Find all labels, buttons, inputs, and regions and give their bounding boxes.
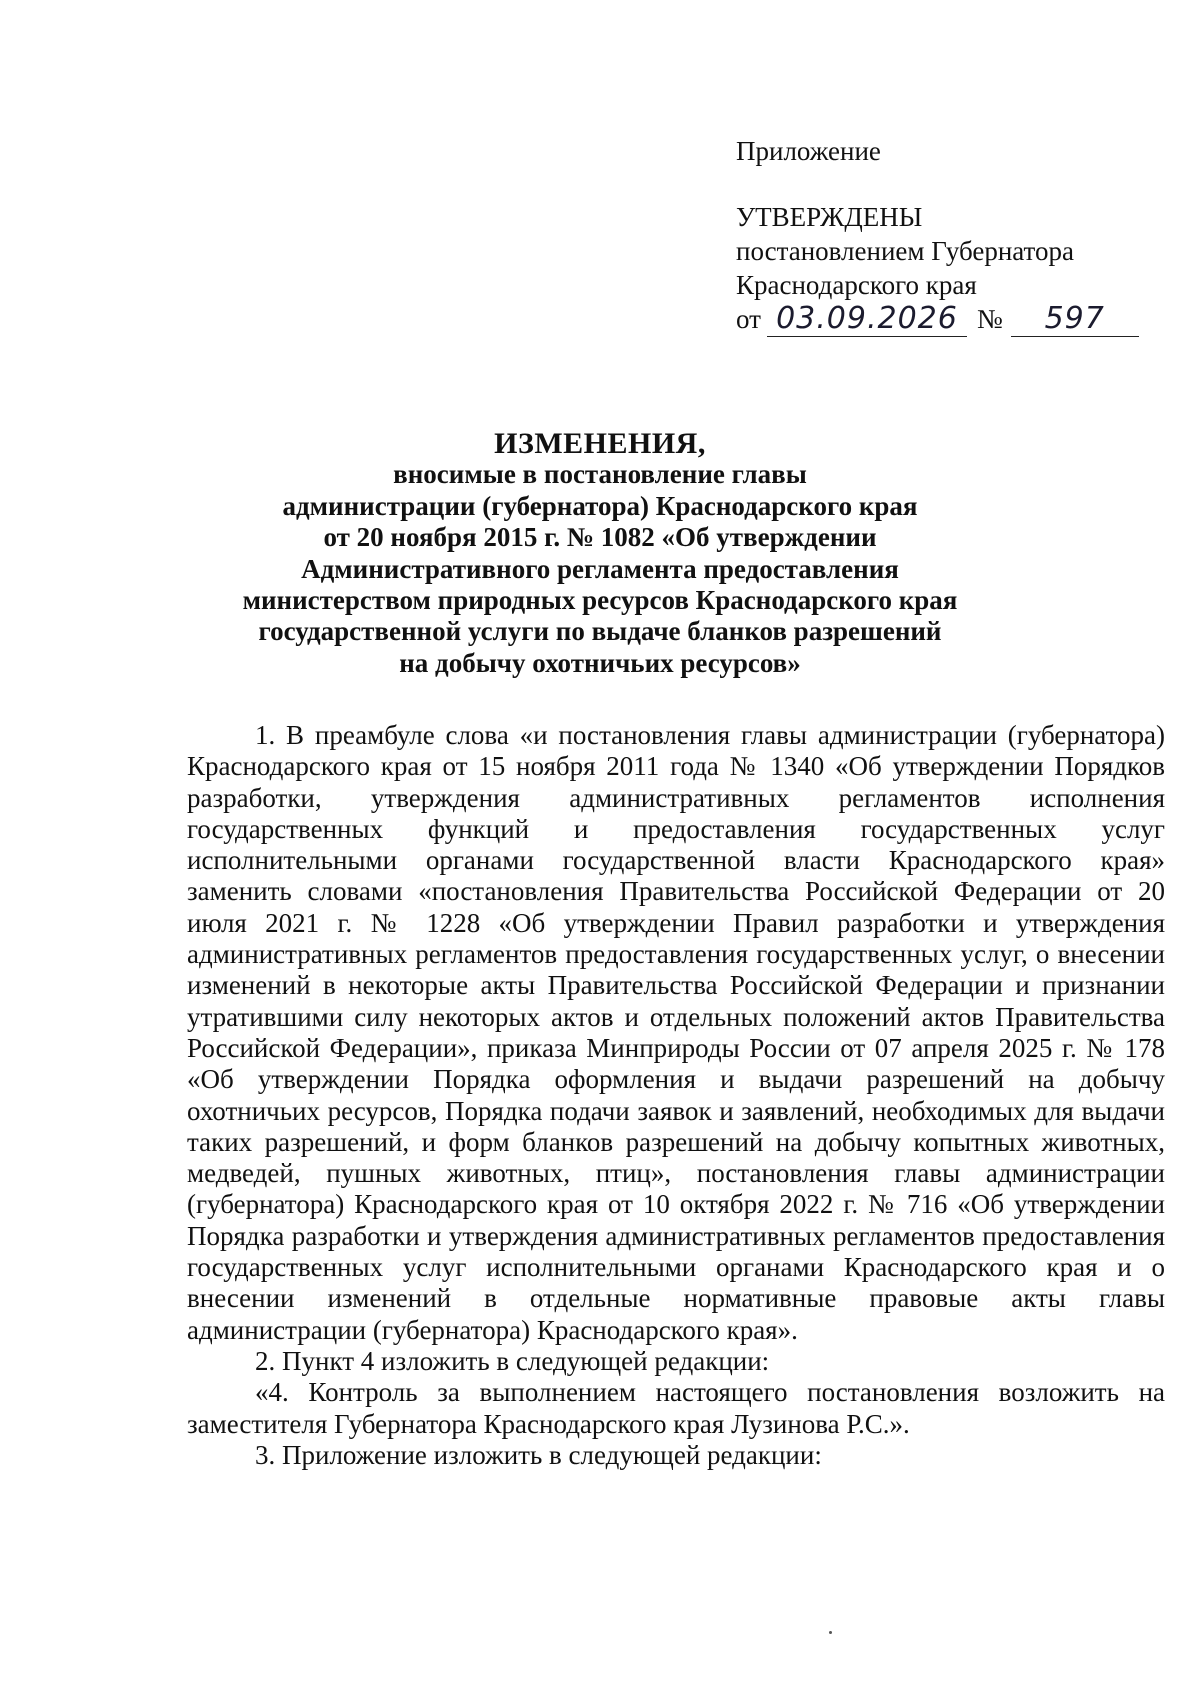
- title-line: министерством природных ресурсов Краснодарского края: [242, 585, 958, 616]
- title-line: Административного регламента предоставления: [301, 553, 899, 584]
- title-line: на добычу охотничьих ресурсов»: [399, 647, 801, 678]
- title-line: администрации (губернатора) Краснодарского края: [282, 490, 918, 521]
- number-label: №: [976, 304, 1003, 334]
- approved-by-line-2: Краснодарского края: [736, 270, 977, 300]
- handwritten-date: 03.09.2026: [767, 302, 967, 337]
- paragraph-3: 3. Приложение изложить в следующей редакции:: [255, 1439, 822, 1470]
- approved-label: УТВЕРЖДЕНЫ: [736, 202, 923, 232]
- approval-block: [736, 134, 1139, 337]
- title-line: государственной услуги по выдаче бланков разрешений: [258, 616, 942, 647]
- title-main: ИЗМЕНЕНИЯ,: [494, 427, 706, 460]
- appendix-label: Приложение: [736, 136, 881, 166]
- from-label: от: [736, 304, 761, 334]
- document-title: [0, 428, 1200, 679]
- approved-by-line-1: постановлением Губернатора: [736, 236, 1074, 266]
- paragraph-2-quote: «4. Контроль за выполнением настоящего постановления возложить на заместителя Губернатора Краснодарского края Лузинова Р.С.».: [187, 1377, 1165, 1439]
- handwritten-number: 597: [1011, 302, 1139, 337]
- title-line: от 20 ноября 2015 г. № 1082 «Об утверждении: [323, 522, 877, 553]
- paragraph-1: 1. В преамбуле слова «и постановления главы администрации (губернатора) Краснодарского края от 15 ноября 2011 года № 1340 «Об утверждении Порядков разработки, утверждения административных регламентов исполнения государственных функций и предоставления государственных услуг исполнительными органами государственной власти Краснодарского края» заменить словами «постановления Правительства Российской Федерации от 20 июля 2021 г. № 1228 «Об утверждении Правил разработки и утверждения административных регламентов предоставления государственных услуг, о внесении изменений в некоторые акты Правительства Российской Федерации и признании утратившими силу некоторых актов и отдельных положений актов Правительства Российской Федерации», приказа Минприроды России от 07 апреля 2025 г. № 178 «Об утверждении Порядка оформления и выдачи разрешений на добычу охотничьих ресурсов, Порядка подачи заявок и заявлений, необходимых для выдачи таких разрешений, и форм бланков разрешений на добычу копытных животных, медведей, пушных животных, птиц», постановления главы администрации (губернатора) Краснодарского края от 10 октября 2022 г. № 716 «Об утверждении Порядка разработки и утверждения административных регламентов предоставления государственных услуг исполнительными органами Краснодарского края и о внесении изменений в отдельные нормативные правовые акты главы администрации (губернатора) Краснодарского края».: [187, 720, 1165, 1345]
- document-body: [187, 720, 1165, 1471]
- paragraph-2: 2. Пункт 4 изложить в следующей редакции:: [255, 1345, 770, 1376]
- title-line: вносимые в постановление главы: [393, 459, 807, 490]
- date-number-line: [736, 302, 1139, 337]
- scan-speck: [829, 1631, 832, 1634]
